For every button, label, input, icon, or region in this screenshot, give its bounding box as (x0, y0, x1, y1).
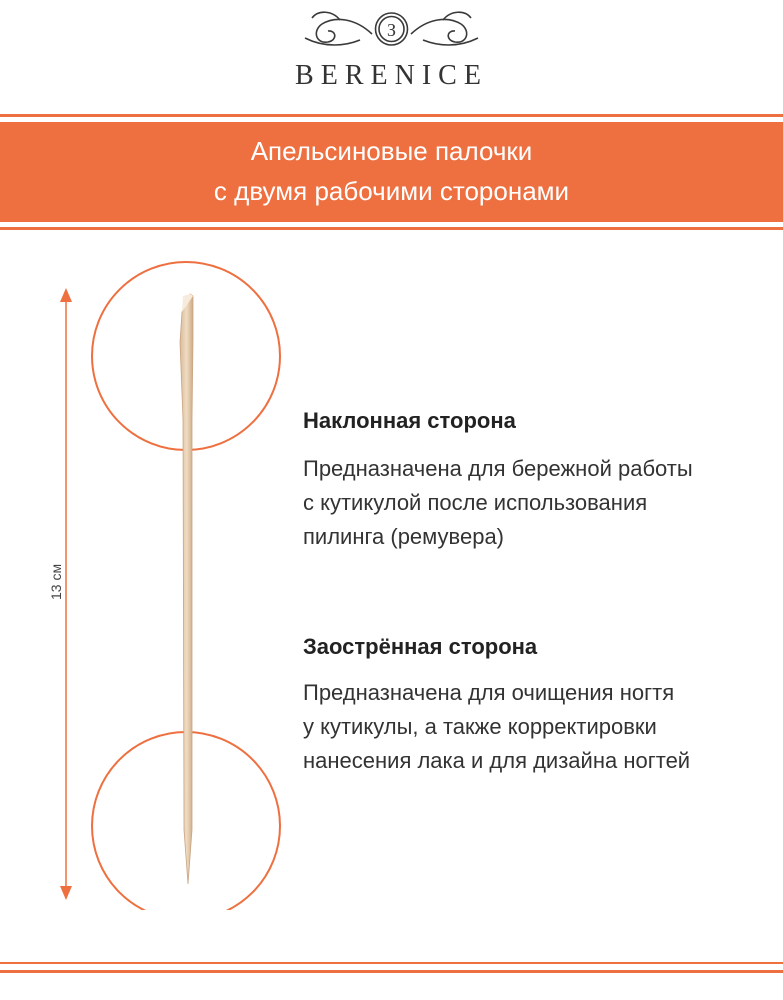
bottom-divider-inner (0, 962, 783, 964)
pointed-side-description (303, 676, 773, 778)
banner-title-line-2: с двумя рабочими сторонами (213, 176, 570, 206)
bottom-divider-outer (0, 970, 783, 973)
banner-title-line-1: Апельсиновые палочки (250, 136, 533, 166)
description-line: у кутикулы, а также корректировки (303, 714, 657, 739)
description-line: Предназначена для очищения ногтя (303, 680, 675, 705)
description-line: пилинга (ремувера) (303, 524, 505, 549)
logo-letter: З (386, 20, 397, 40)
top-divider (0, 114, 783, 117)
description-line: Предназначена для бережной работы (303, 456, 693, 481)
slanted-side-description (303, 452, 773, 554)
description-line: нанесения лака и для дизайна ногтей (303, 748, 691, 773)
stick-body (180, 294, 193, 884)
slanted-side-title: Наклонная сторона (303, 408, 516, 433)
length-label: 13 см (48, 563, 64, 600)
brand-name: BERENICE (295, 60, 488, 91)
title-banner (0, 122, 783, 222)
brand-logo-ornament (0, 4, 783, 56)
orange-stick-illustration (0, 250, 300, 910)
banner-bottom-divider (0, 227, 783, 230)
description-line: с кутикулой после использования (303, 490, 648, 515)
pointed-side-title: Заострённая сторона (303, 634, 538, 659)
length-label-wrap (48, 563, 88, 640)
